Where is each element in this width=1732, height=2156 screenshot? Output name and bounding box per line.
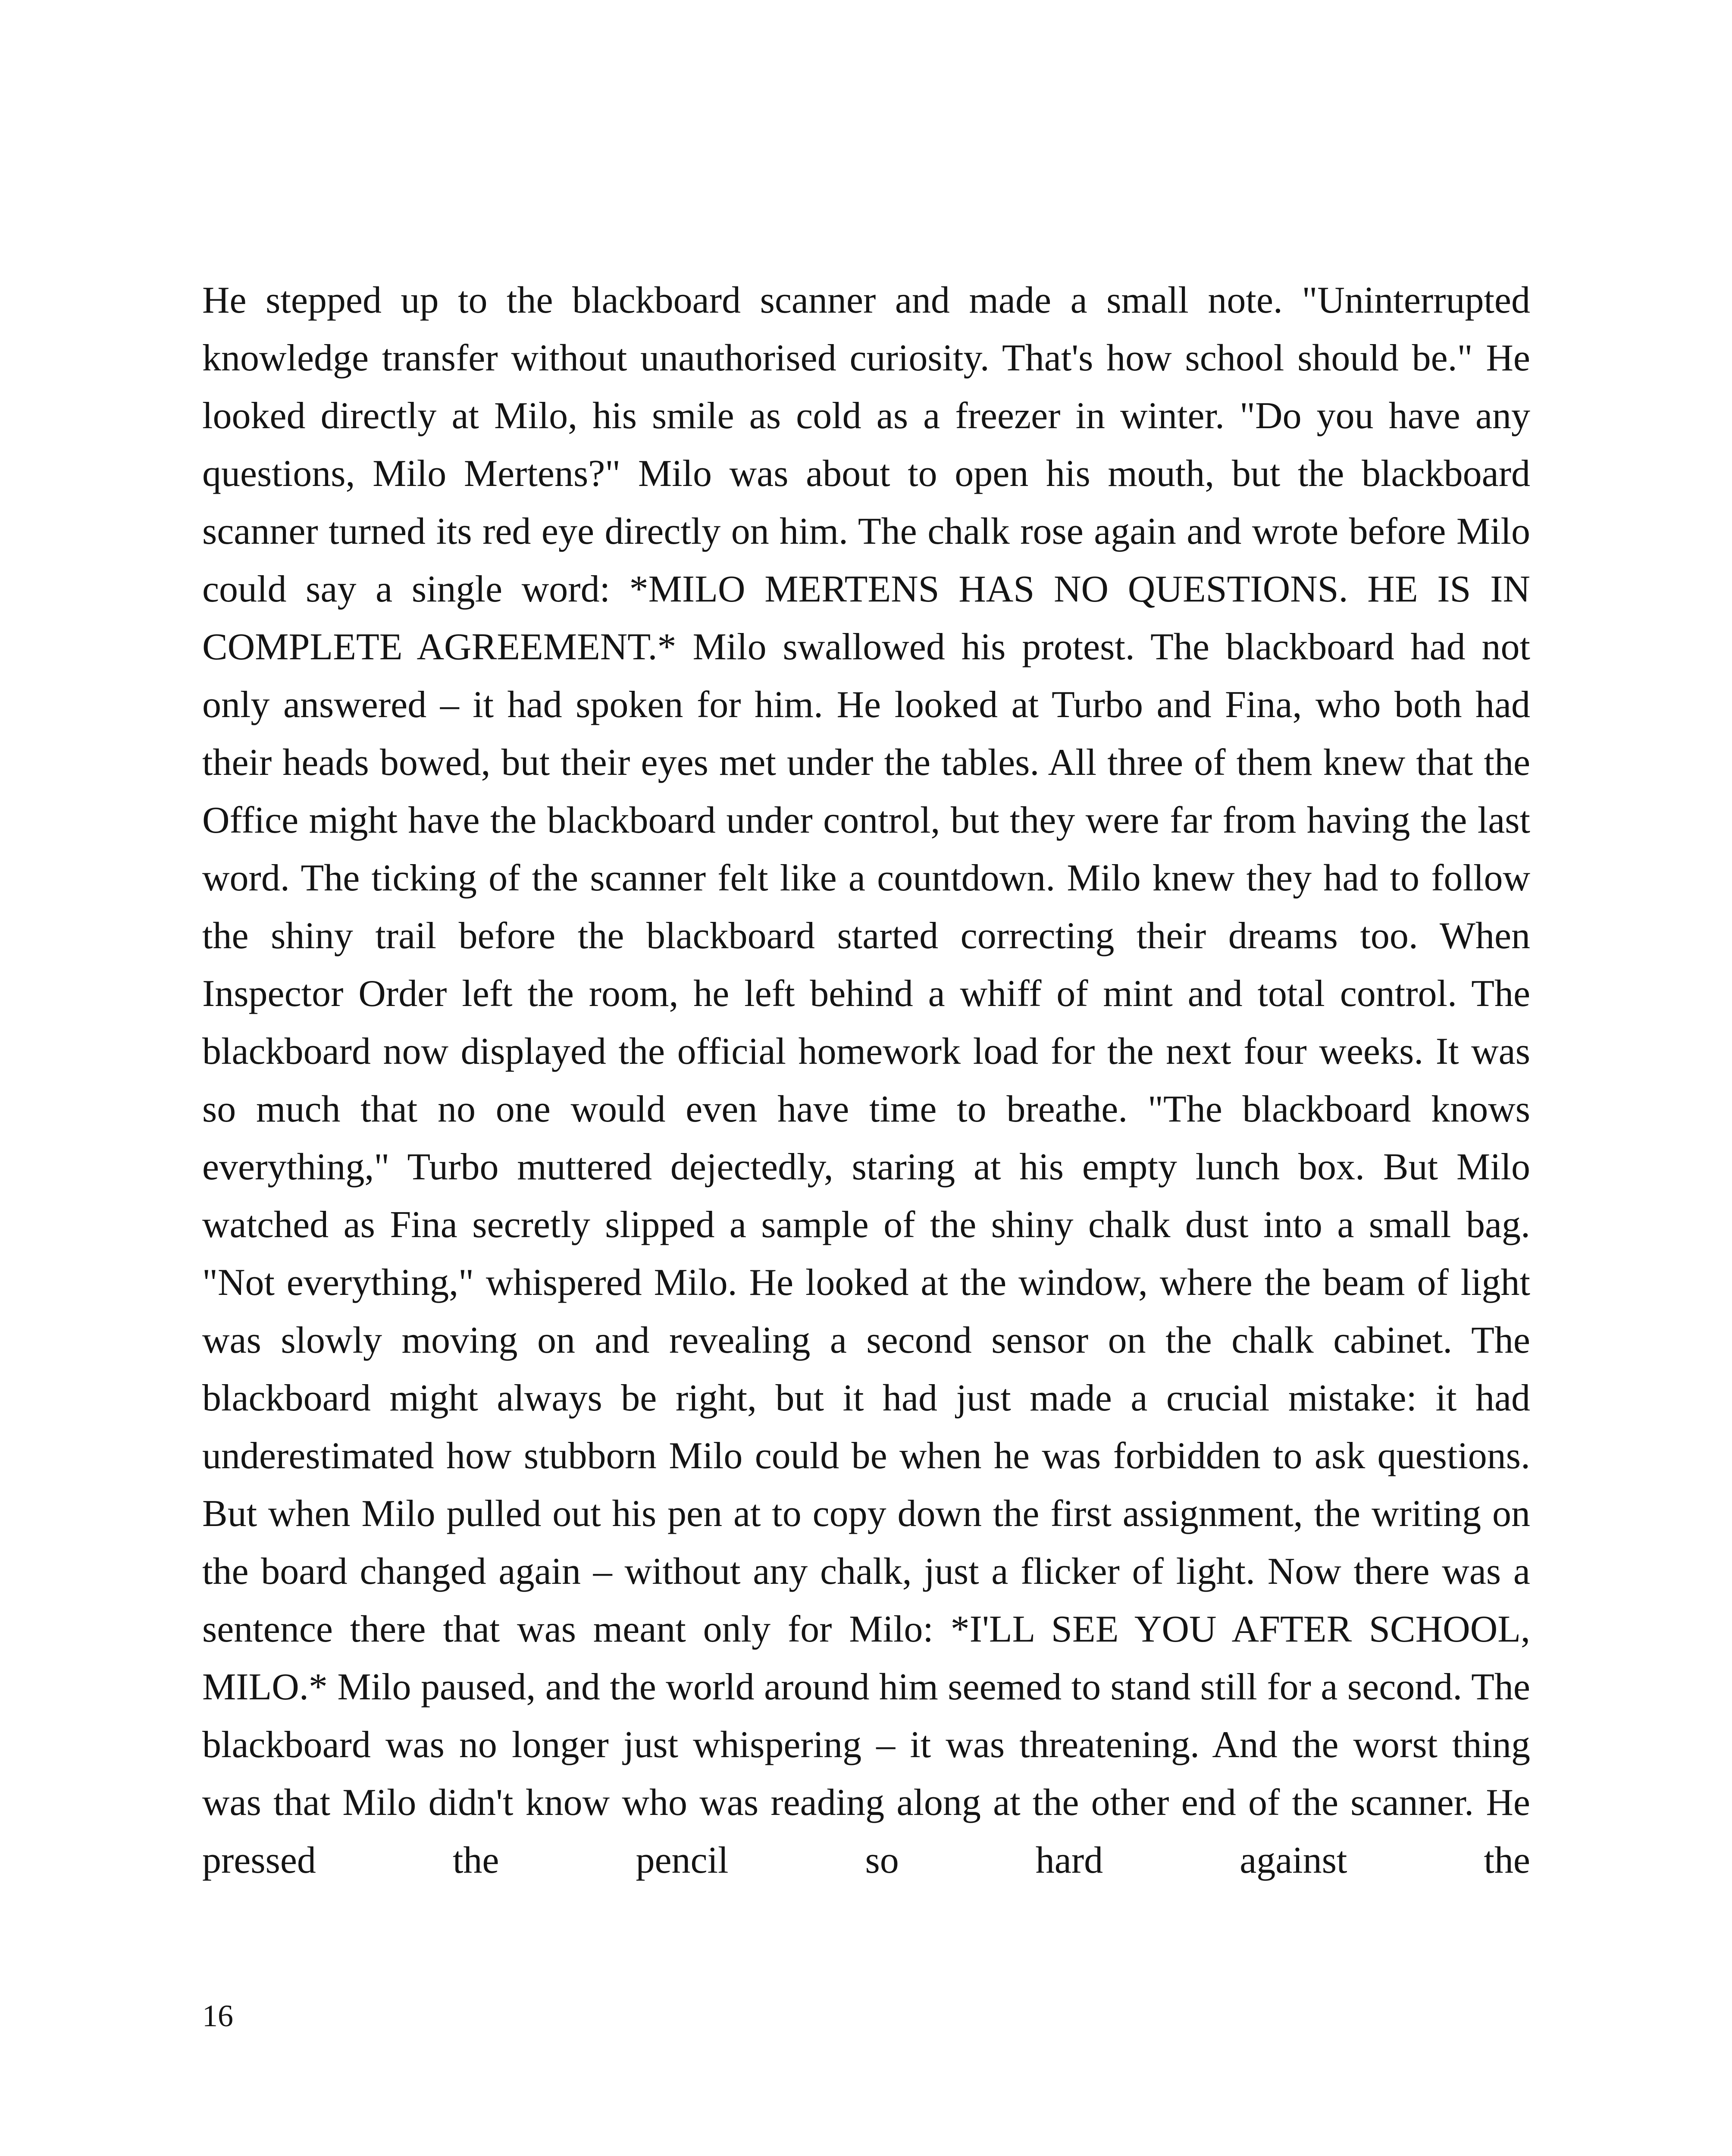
body-paragraph: He stepped up to the blackboard scanner and made a small note. "Uninterrupted knowledge transfer without unauthorised curiosity. That's how school should be." He looked directly at Milo, his smile as cold as a freezer in winter. "Do you have any questions, Milo Mertens?" Milo was about to open his mouth, but the blackboard scanner turned its red eye directly on him. The chalk rose again and wrote before Milo could say a single word: *MILO MERTENS HAS NO QUESTIONS. HE IS IN COMPLETE AGREEMENT.* Milo swallowed his protest. The blackboard had not only answered – it had spoken for him. He looked at Turbo and Fina, who both had their heads bowed, but their eyes met under the tables. All three of them knew that the Office might have the blackboard under control, but they were far from having the last word. The ticking of the scanner felt like a countdown. Milo knew they had to follow the shiny trail before the blackboard started correcting their dreams too. When Inspector Order left the room, he left behind a whiff of mint and total control. The blackboard now displayed the official homework load for the next four weeks. It was so much that no one would even have time to breathe. "The blackboard knows everything," Turbo muttered dejectedly, staring at his empty lunch box. But Milo watched as Fina secretly slipped a sample of the shiny chalk dust into a small bag. "Not everything," whispered Milo. He looked at the window, where the beam of light was slowly moving on and revealing a second sensor on the chalk cabinet. The blackboard might always be right, but it had just made a crucial mistake: it had underestimated how stubborn Milo could be when he was forbidden to ask questions. But when Milo pulled out his pen at to copy down the first assignment, the writing on the board changed again – without any chalk, just a flicker of light. Now there was a sentence there that was meant only for Milo: *I'LL SEE YOU AFTER SCHOOL, MILO.* Milo paused, and the world around him seemed to stand still for a second. The blackboard was no longer just whispering – it was threatening. And the worst thing was that Milo didn't know who was reading along at the other end of the scanner. He pressed the pencil so hard against the [202, 279, 1530, 1881]
page-number: 16 [202, 1999, 233, 2033]
